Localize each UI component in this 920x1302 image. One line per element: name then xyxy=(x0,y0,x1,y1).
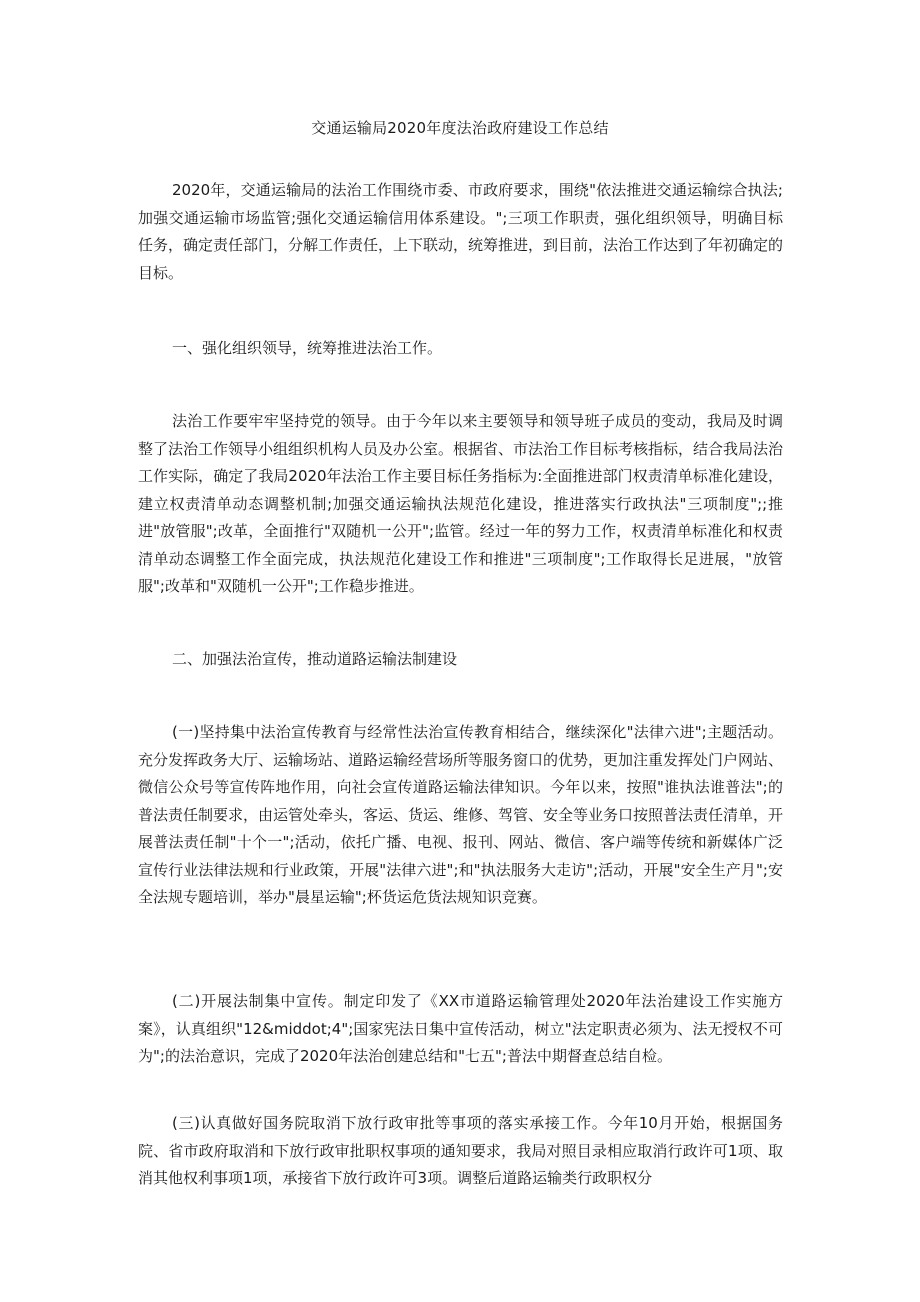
intro-paragraph: 2020年，交通运输局的法治工作围绕市委、市政府要求，围绕"依法推进交通运输综合执法;加强交通运输市场监管;强化交通运输信用体系建设。";三项工作职责，强化组织领导，明确目标任务，确定责任部门，分解工作责任，上下联动，统筹推进，到目前，法治工作达到了年初确定的目标。 xyxy=(138,181,784,282)
section-2-heading: 二、加强法治宣传，推动道路运输法制建设 xyxy=(172,650,458,668)
section-2-paragraph-1: (一)坚持集中法治宣传教育与经常性法治宣传教育相结合，继续深化"法律六进";主题活动。充分发挥政务大厅、运输场站、道路运输经营场所等服务窗口的优势，更加注重发挥处门户网站、微信公众号等宣传阵地作用，向社会宣传道路运输法律知识。今年以来，按照"谁执法谁普法";的普法责任制要求，由运管处牵头，客运、货运、维修、驾管、安全等业务口按照普法责任清单，开展普法责任制"十个一";活动，依托广播、电视、报刊、网站、微信、客户端等传统和新媒体广泛宣传行业法律法规和行业政策，开展"法律六进";和"执法服务大走访";活动，开展"安全生产月";安全法规专题培训，举办"晨星运输";杯货运危货法规知识竞赛。 xyxy=(138,723,784,906)
section-1-paragraph: 法治工作要牢牢坚持党的领导。由于今年以来主要领导和领导班子成员的变动，我局及时调整了法治工作领导小组组织机构人员及办公室。根据省、市法治工作目标考核指标，结合我局法治工作实际，确定了我局2020年法治工作主要目标任务指标为:全面推进部门权责清单标准化建设，建立权责清单动态调整机制;加强交通运输执法规范化建设，推进落实行政执法"三项制度";;推进"放管服";改革，全面推行"双随机一公开";监管。经过一年的努力工作，权责清单标准化和权责清单动态调整工作全面完成，执法规范化建设工作和推进"三项制度";工作取得长足进展，"放管服";改革和"双随机一公开";工作稳步推进。 xyxy=(138,412,784,595)
section-1-heading: 一、强化组织领导，统筹推进法治工作。 xyxy=(172,339,443,357)
document-title: 交通运输局2020年度法治政府建设工作总结 xyxy=(311,119,609,137)
section-2-paragraph-3: (三)认真做好国务院取消下放行政审批等事项的落实承接工作。今年10月开始，根据国务院、省市政府取消和下放行政审批职权事项的通知要求，我局对照目录相应取消行政许可1项、取消其他权利事项1项，承接省下放行政许可3项。调整后道路运输类行政职权分 xyxy=(138,1114,783,1187)
section-2-paragraph-2: (二)开展法制集中宣传。制定印发了《XX市道路运输管理处2020年法治建设工作实施方案》，认真组织"12&middot;4";国家宪法日集中宣传活动，树立"法定职责必须为、法无授权不可为";的法治意识，完成了2020年法治创建总结和"七五";普法中期督查总结自检。 xyxy=(138,992,783,1065)
